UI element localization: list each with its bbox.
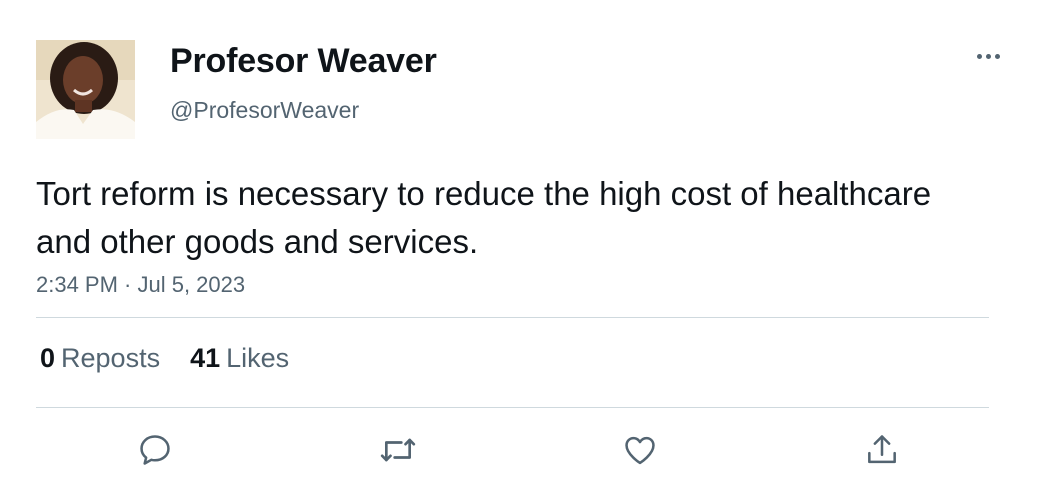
tweet-text: Tort reform is necessary to reduce the high cost of healthcare and other goods and services. [36,175,932,260]
share-button[interactable] [862,430,902,470]
likes-stat[interactable] [190,343,289,374]
reposts-count: 0 [40,343,56,373]
repost-button[interactable] [378,430,418,470]
engagement-stats [40,343,289,374]
more-icon-dot [995,54,1000,59]
divider [36,317,989,318]
more-icon-dot [986,54,991,59]
repost-icon [378,430,418,470]
avatar[interactable] [36,40,135,139]
user-handle[interactable]: @ProfesorWeaver [170,97,360,123]
like-button[interactable] [620,430,660,470]
likes-count: 41 [190,343,221,373]
more-icon [977,54,982,59]
divider [36,407,989,408]
likes-label: Likes [226,343,290,373]
share-icon [863,431,901,469]
more-options-button[interactable] [972,46,1004,66]
reposts-label: Reposts [61,343,161,373]
tweet-timestamp[interactable]: 2:34 PM · Jul 5, 2023 [36,272,246,297]
reply-icon [136,431,174,469]
reposts-stat[interactable] [40,343,160,374]
reply-button[interactable] [135,430,175,470]
profile-photo-icon [36,40,135,139]
heart-icon [621,431,659,469]
display-name[interactable]: Profesor Weaver [170,42,437,80]
